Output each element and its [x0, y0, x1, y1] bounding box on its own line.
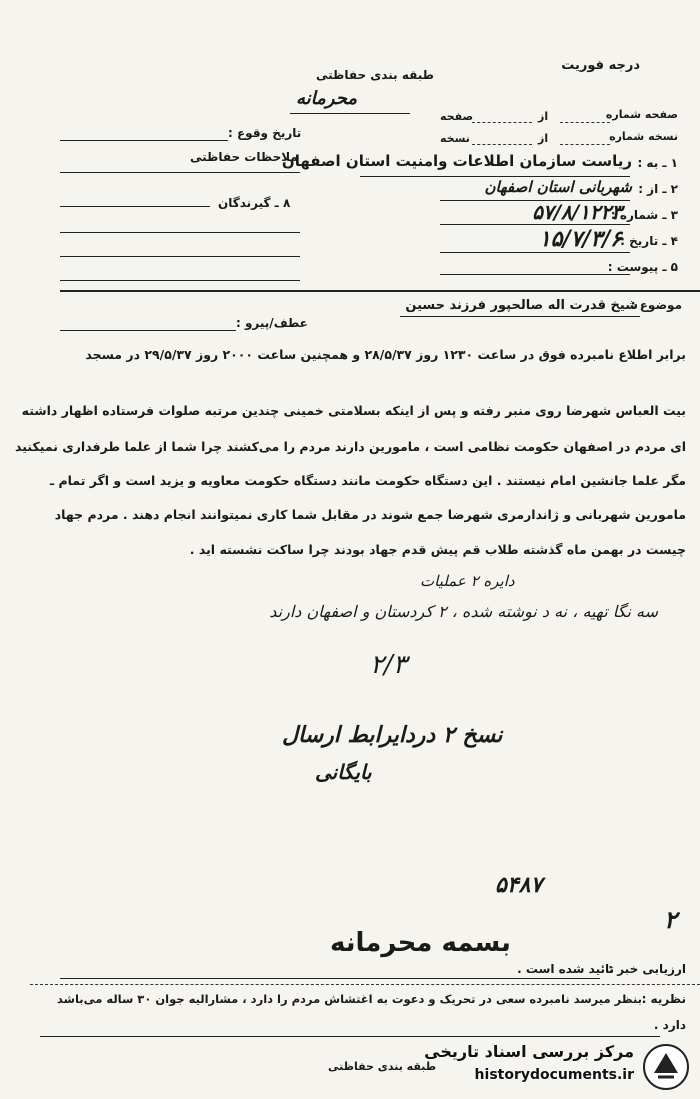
date-of-event-label: تاریخ وقوع :	[228, 126, 302, 140]
field-date-line	[440, 252, 630, 253]
handwritten-note-bottom-2: بایگانی	[315, 760, 372, 784]
footer-classification: بسمه محرمانه	[330, 928, 511, 958]
watermark	[420, 1040, 690, 1095]
field-to-value: ریاست سازمان اطلاعات وامنیت استان اصفهان	[281, 152, 632, 170]
copy-no-label: نسخه شماره	[609, 130, 678, 143]
page-no-label: صفحه شماره	[605, 108, 678, 121]
header-divider	[60, 290, 700, 292]
field-to-label: ۱ ـ به :	[637, 156, 678, 170]
handwritten-code: ۲/۳	[370, 650, 407, 680]
date-of-event-line	[60, 140, 228, 141]
field-number-line	[440, 224, 630, 225]
security-notes-label: ملاحظات حفاظتی	[190, 150, 298, 164]
classification-value: محرمانه	[296, 88, 357, 109]
field-number-value: ۵۷/۸/۱۲۲۳	[532, 200, 622, 224]
classification-underline	[290, 113, 410, 114]
handwritten-note-line: سه نگا تهیه ، نه د نوشته شده ، ۲ کردستان و اصفهان دارند	[269, 602, 658, 621]
recipient-label: ۸ ـ گیرندگان	[218, 196, 291, 210]
file-line	[60, 330, 236, 331]
copy-label: نسخه	[440, 132, 470, 145]
from-line-2	[472, 144, 532, 145]
from-label-2: از	[538, 132, 549, 145]
archive-logo-icon	[642, 1043, 690, 1091]
handwritten-margin-number: ۲	[664, 905, 677, 934]
field-from-value: شهربانی استان اصفهان	[484, 178, 632, 196]
source-line	[60, 978, 600, 979]
comment-cont: دارد .	[653, 1018, 686, 1032]
comment-value: بنظر میرسد نامبرده سعی در تحریک و دعوت به اغتشاش مردم را دارد ، مشارالیه جوان ۳۰ ساله می‌باشد	[57, 992, 642, 1006]
comment-line	[40, 1036, 660, 1037]
source-value: تائید شده است .	[517, 962, 614, 976]
notes-line-4	[60, 280, 300, 281]
body-line-2: بیت العباس شهرضا روی منبر رفته و پس از اینکه بسلامتی خمینی چندین مرتبه صلوات فرستاده اظهار داشته	[21, 403, 686, 418]
subject-line	[400, 316, 640, 317]
source-label: ارزیابی خبر :	[608, 962, 686, 976]
field-from-label: ۲ ـ از :	[638, 182, 678, 196]
handwritten-note-top: دایره ۲ عملیات	[420, 572, 515, 590]
copy-no-line	[560, 144, 610, 145]
footer-dashed-divider	[30, 984, 700, 985]
notes-line-2	[60, 232, 300, 233]
handwritten-note-bottom-1: نسخ ۲ دردایرابط ارسال	[282, 722, 503, 748]
watermark-org: مرکز بررسی اسناد تاریخی	[424, 1042, 634, 1061]
body-line-6: چیست در بهمن ماه گذشته طلاب قم پیش قدم جهاد بودند چرا ساکت نشسته اید .	[189, 542, 686, 557]
field-date-label: ۴ ـ تاریخ :	[620, 234, 678, 248]
field-attachment-label: ۵ ـ پیوست :	[607, 260, 678, 274]
notes-line-1	[60, 172, 300, 173]
priority-label: درجه فوریت	[561, 58, 640, 73]
from-label-1: از	[538, 110, 549, 123]
notes-line-3	[60, 256, 300, 257]
field-date-value: ۱۵/۷/۳/۶	[538, 226, 622, 252]
field-to-line	[360, 176, 630, 177]
body-line-1: برابر اطلاع نامبرده فوق در ساعت ۱۲۳۰ روز ۲۸/۵/۳۷ و همچنین ساعت ۲۰۰۰ روز ۲۹/۵/۳۷ در مسجد	[85, 347, 686, 362]
recipient-line	[60, 206, 210, 207]
field-attachment-line	[440, 274, 630, 275]
subject-label: موضوع :	[630, 298, 682, 312]
body-line-4: مگر علما جانشین امام نیستند . این دستگاه حکومت مانند دستگاه حکومت معاویه و یزید است و اگر تمام ـ	[49, 473, 686, 488]
classification-label: طبقه بندی حفاظتی	[316, 68, 434, 82]
handwritten-file-number: ۵۴۸۷	[495, 872, 543, 898]
page-no-line	[560, 122, 610, 123]
comment-label: نظریه :	[641, 992, 686, 1006]
field-number-label: ۳ ـ شماره :	[610, 208, 678, 222]
from-line-1	[472, 122, 532, 123]
footer-classification-label: طبقه بندی حفاظتی	[328, 1060, 437, 1073]
page-label: صفحه	[440, 110, 474, 123]
file-label: عطف/پیرو :	[236, 316, 308, 330]
subject-value: شیخ قدرت اله صالحپور فرزند حسین	[405, 298, 638, 313]
watermark-site: historydocuments.ir	[474, 1067, 634, 1083]
body-line-3: ای مردم در اصفهان حکومت نظامی است ، مامورین دارند مردم را می‌کشند چرا شما از علما طرفداری نمیکنید	[15, 439, 686, 454]
body-line-5: مامورین شهربانی و ژاندارمری شهرضا جمع شوند در مقابل شما کاری نمیتوانند انجام دهند . مردم جهاد	[54, 507, 686, 522]
